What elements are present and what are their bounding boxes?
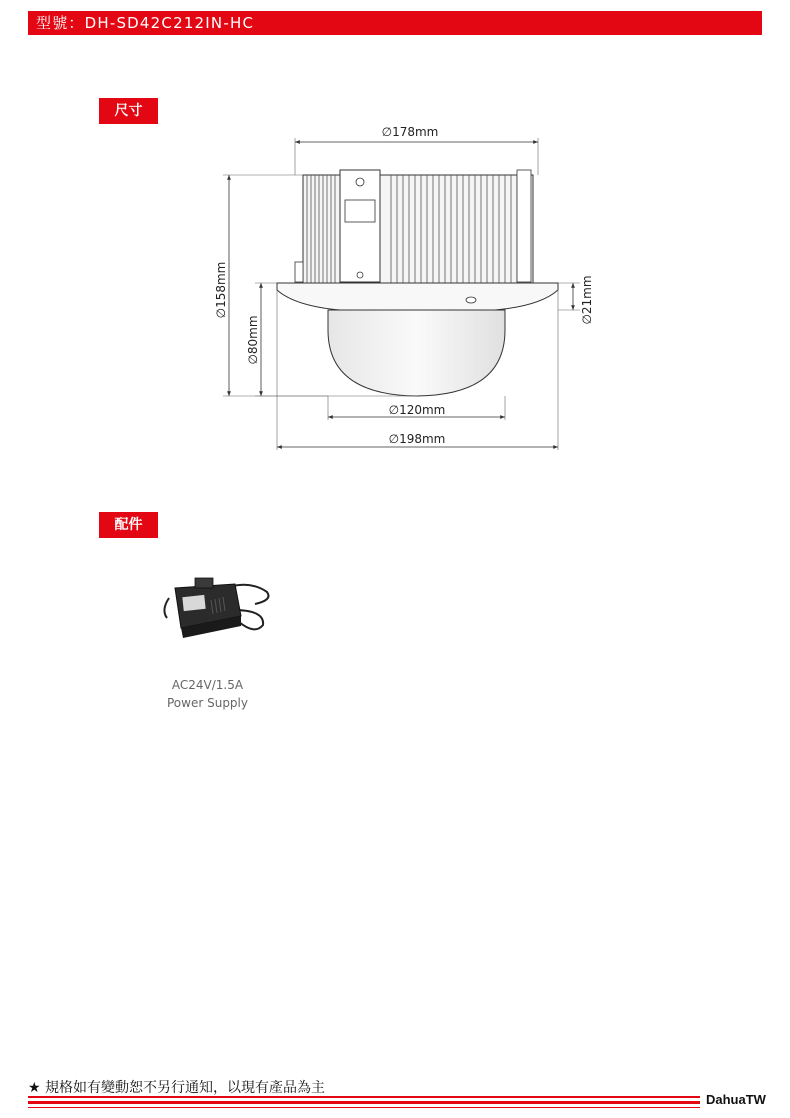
- model-label: 型號：DH-SD42C212IN-HC: [36, 14, 255, 32]
- brand-label: DahuaTW: [706, 1092, 766, 1107]
- footer-divider: [28, 1096, 700, 1108]
- accessory-spec: AC24V/1.5A: [171, 678, 244, 692]
- dim-flange-height: ∅21mm: [580, 275, 594, 325]
- camera-dome: [328, 310, 505, 396]
- dim-dome-height: ∅80mm: [246, 315, 260, 365]
- dim-dome-diameter: ∅120mm: [388, 403, 446, 417]
- accessories-section-title: 配件: [99, 512, 158, 538]
- dim-total-height: ∅158mm: [214, 261, 228, 319]
- dim-top-width: ∅178mm: [381, 125, 439, 139]
- dim-outer-diameter: ∅198mm: [388, 432, 446, 446]
- camera-housing: [295, 170, 533, 283]
- ceiling-flange: [277, 283, 558, 310]
- dimensions-section-title: 尺寸: [99, 98, 158, 124]
- accessory-name: Power Supply: [167, 696, 248, 710]
- dimension-drawing: [195, 120, 605, 470]
- footer-note: ★ 規格如有變動恕不另行通知，以現有產品為主: [28, 1080, 325, 1096]
- model-header: [28, 11, 762, 35]
- power-adapter-icon: [155, 570, 275, 650]
